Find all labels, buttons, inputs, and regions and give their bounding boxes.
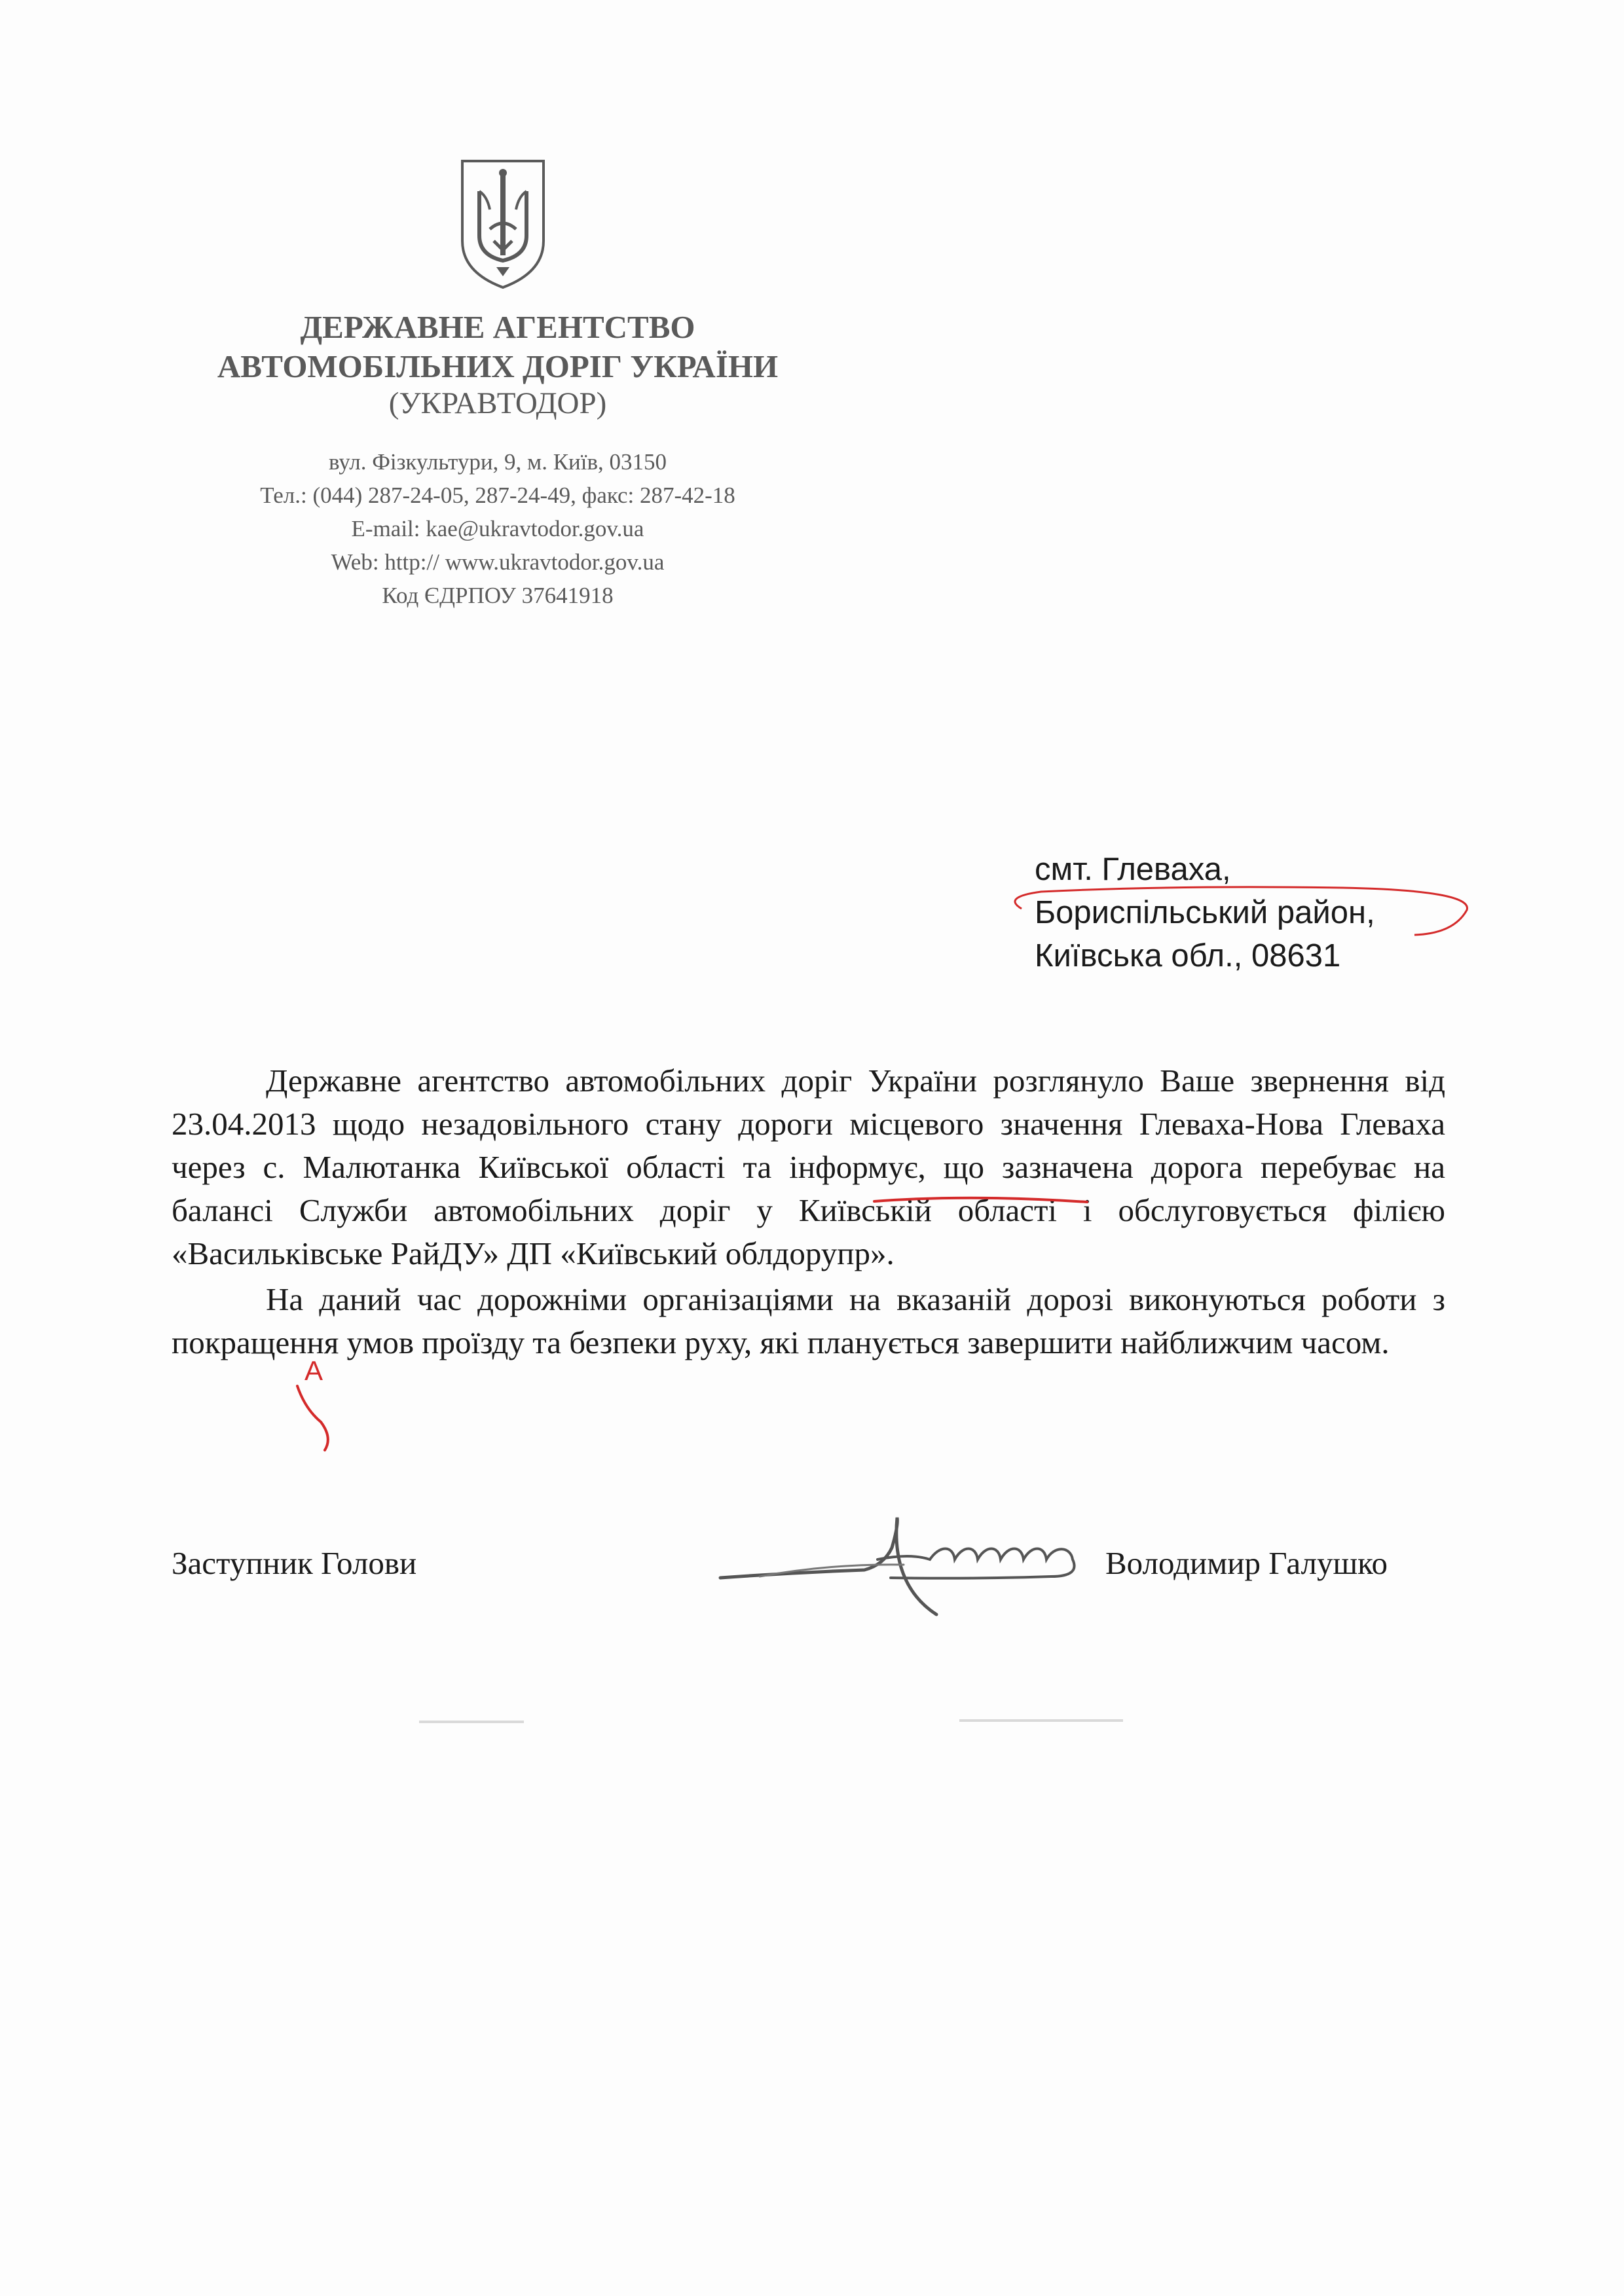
handwritten-signature-icon xyxy=(714,1499,1094,1630)
body-paragraph-1: Державне агентство автомобільних доріг України розглянуло Ваше звернення від 23.04.2013 щодо незадовільного стану дороги місцевого значення Глеваха-Нова Глеваха через с. Малютанка Київської області та інформує, що зазначена дорога перебуває на балансі Служби автомобільних доріг у Київській області і обслуговується філією «Васильківське РайДУ» ДП «Київський облдорупр». xyxy=(172,1063,1445,1271)
organization-address: вул. Фізкультури, 9, м. Київ, 03150 xyxy=(328,449,667,475)
scan-artifact xyxy=(419,1721,524,1723)
organization-name-line1: ДЕРЖАВНЕ АГЕНТСТВО xyxy=(300,309,695,345)
addressee-line2: Бориспільський район, xyxy=(1035,895,1375,930)
scan-artifact xyxy=(959,1719,1123,1722)
organization-web: Web: http:// www.ukravtodor.gov.ua xyxy=(331,549,665,575)
trident-coat-of-arms-icon xyxy=(457,157,549,291)
addressee-line3: Київська обл., 08631 xyxy=(1035,938,1341,974)
body-paragraph-2: На даний час дорожніми організаціями на вказаній дорозі виконуються роботи з покращення умов проїзду та безпеки руху, які планується завершити найближчим часом. xyxy=(172,1281,1445,1360)
signatory-name: Володимир Галушко xyxy=(1105,1545,1388,1581)
organization-abbreviation: (УКРАВТОДОР) xyxy=(388,386,607,420)
correction-caret-mark xyxy=(297,1386,328,1450)
signatory-position: Заступник Голови xyxy=(172,1545,417,1581)
organization-phone: Тел.: (044) 287-24-05, 287-24-49, факс: 287-42-18 xyxy=(260,483,735,508)
organization-name xyxy=(196,308,799,386)
organization-edrpou: Код ЄДРПОУ 37641918 xyxy=(382,583,614,608)
organization-name-line2: АВТОМОБІЛЬНИХ ДОРІГ УКРАЇНИ xyxy=(217,348,779,384)
letter-body xyxy=(172,1059,1445,1364)
letterhead-contacts xyxy=(196,445,799,612)
correction-letter: А xyxy=(304,1355,323,1386)
addressee-block xyxy=(1035,848,1532,977)
organization-email: E-mail: kae@ukravtodor.gov.ua xyxy=(351,516,644,541)
addressee-line1: смт. Глеваха, xyxy=(1035,852,1231,887)
